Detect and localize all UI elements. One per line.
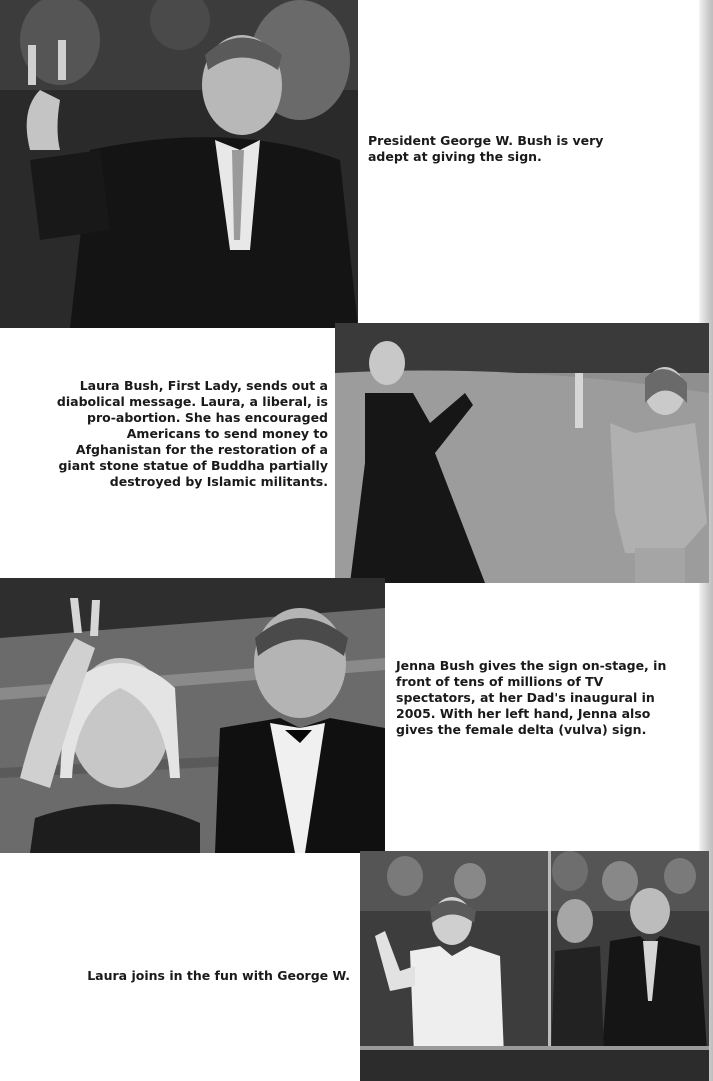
photo-laura-inaugural-stand — [360, 851, 709, 1081]
caption-jenna-sign: Jenna Bush gives the sign on-stage, in front of tens of millions of TV spectators, at her Dad's inaugural in 2005. With her left hand, Jenna also gives the female delta (vulva) sign. — [396, 658, 667, 737]
photo-jenna-on-stage — [0, 578, 385, 853]
caption-laura-message: Laura Bush, First Lady, sends out a diabolical message. Laura, a liberal, is pro-abortion. She has encouraged Americans to send money to Afghanistan for the restoration of a giant stone statue of Buddha partially destroyed by Islamic militants. — [56, 378, 328, 489]
caption-bush-sign: President George W. Bush is very adept at giving the sign. — [368, 133, 604, 164]
photo-laura-george-waving — [335, 323, 709, 583]
photo-bush-hand-sign — [0, 0, 358, 328]
caption-laura-fun: Laura joins in the fun with George W. — [87, 968, 350, 983]
